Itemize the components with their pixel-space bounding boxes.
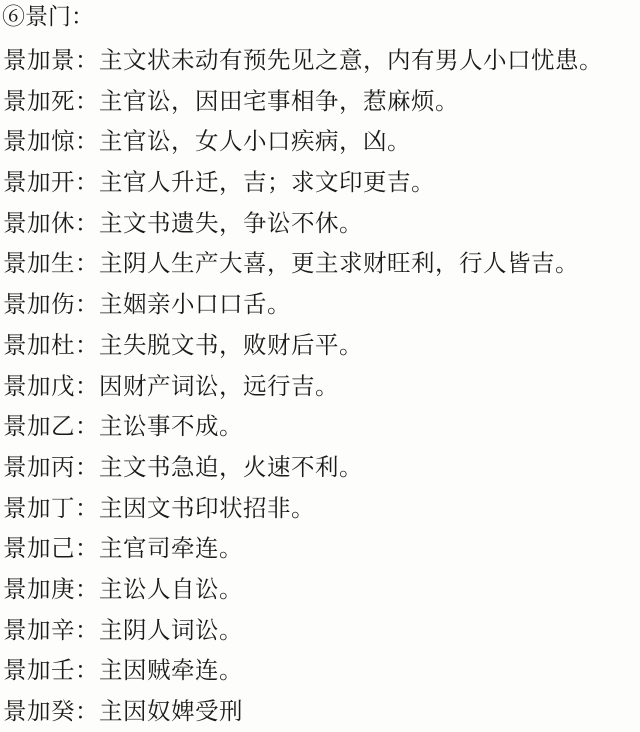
text-line (3, 121, 603, 162)
text-line (3, 325, 603, 366)
text-line (3, 366, 603, 407)
line-text: 景加辛：主阴人词讼。 (3, 615, 243, 644)
line-text: 景加休：主文书遗失，争讼不休。 (3, 208, 363, 237)
line-text: 景加丙：主文书急迫，火速不利。 (3, 452, 363, 481)
line-text: 景加庚：主讼人自讼。 (3, 574, 243, 603)
text-line (3, 569, 603, 610)
text-line (3, 81, 603, 122)
line-text: 景加壬：主因贼牵连。 (3, 656, 243, 685)
text-line (3, 243, 603, 284)
text-line (3, 284, 603, 325)
text-line (3, 691, 603, 732)
line-text: 景加癸：主因奴婢受刑 (3, 697, 243, 725)
text-line (3, 650, 603, 691)
line-text: 景加景：主文状未动有预先见之意，内有男人小口忧患。 (3, 46, 603, 74)
text-line (3, 406, 603, 447)
line-text: 景加丁：主因文书印状招非。 (3, 493, 315, 522)
text-line (3, 610, 603, 651)
line-text: 景加杜：主失脱文书，败财后平。 (3, 330, 363, 359)
line-text: 景加戊：因财产词讼，远行吉。 (3, 371, 339, 400)
line-text: 景加生：主阴人生产大喜，更主求财旺利，行人皆吉。 (3, 249, 579, 278)
line-text: 景加伤：主姻亲小口口舌。 (3, 290, 291, 319)
line-text: 景加惊：主官讼，女人小口疾病，凶。 (3, 127, 411, 156)
line-text: 景加己：主官司牵连。 (3, 534, 243, 563)
text-lines (3, 40, 603, 732)
text-line (3, 447, 603, 488)
text-line (3, 203, 603, 244)
text-line (3, 528, 603, 569)
text-line (3, 162, 603, 203)
section-heading: ⑥景门： (2, 4, 94, 30)
text-line (3, 488, 603, 529)
line-text: 景加开：主官人升迁，吉；求文印更吉。 (3, 168, 435, 197)
line-text: 景加乙：主讼事不成。 (3, 412, 243, 441)
text-line (3, 40, 603, 81)
line-text: 景加死：主官讼，因田宅事相争，惹麻烦。 (3, 86, 459, 115)
